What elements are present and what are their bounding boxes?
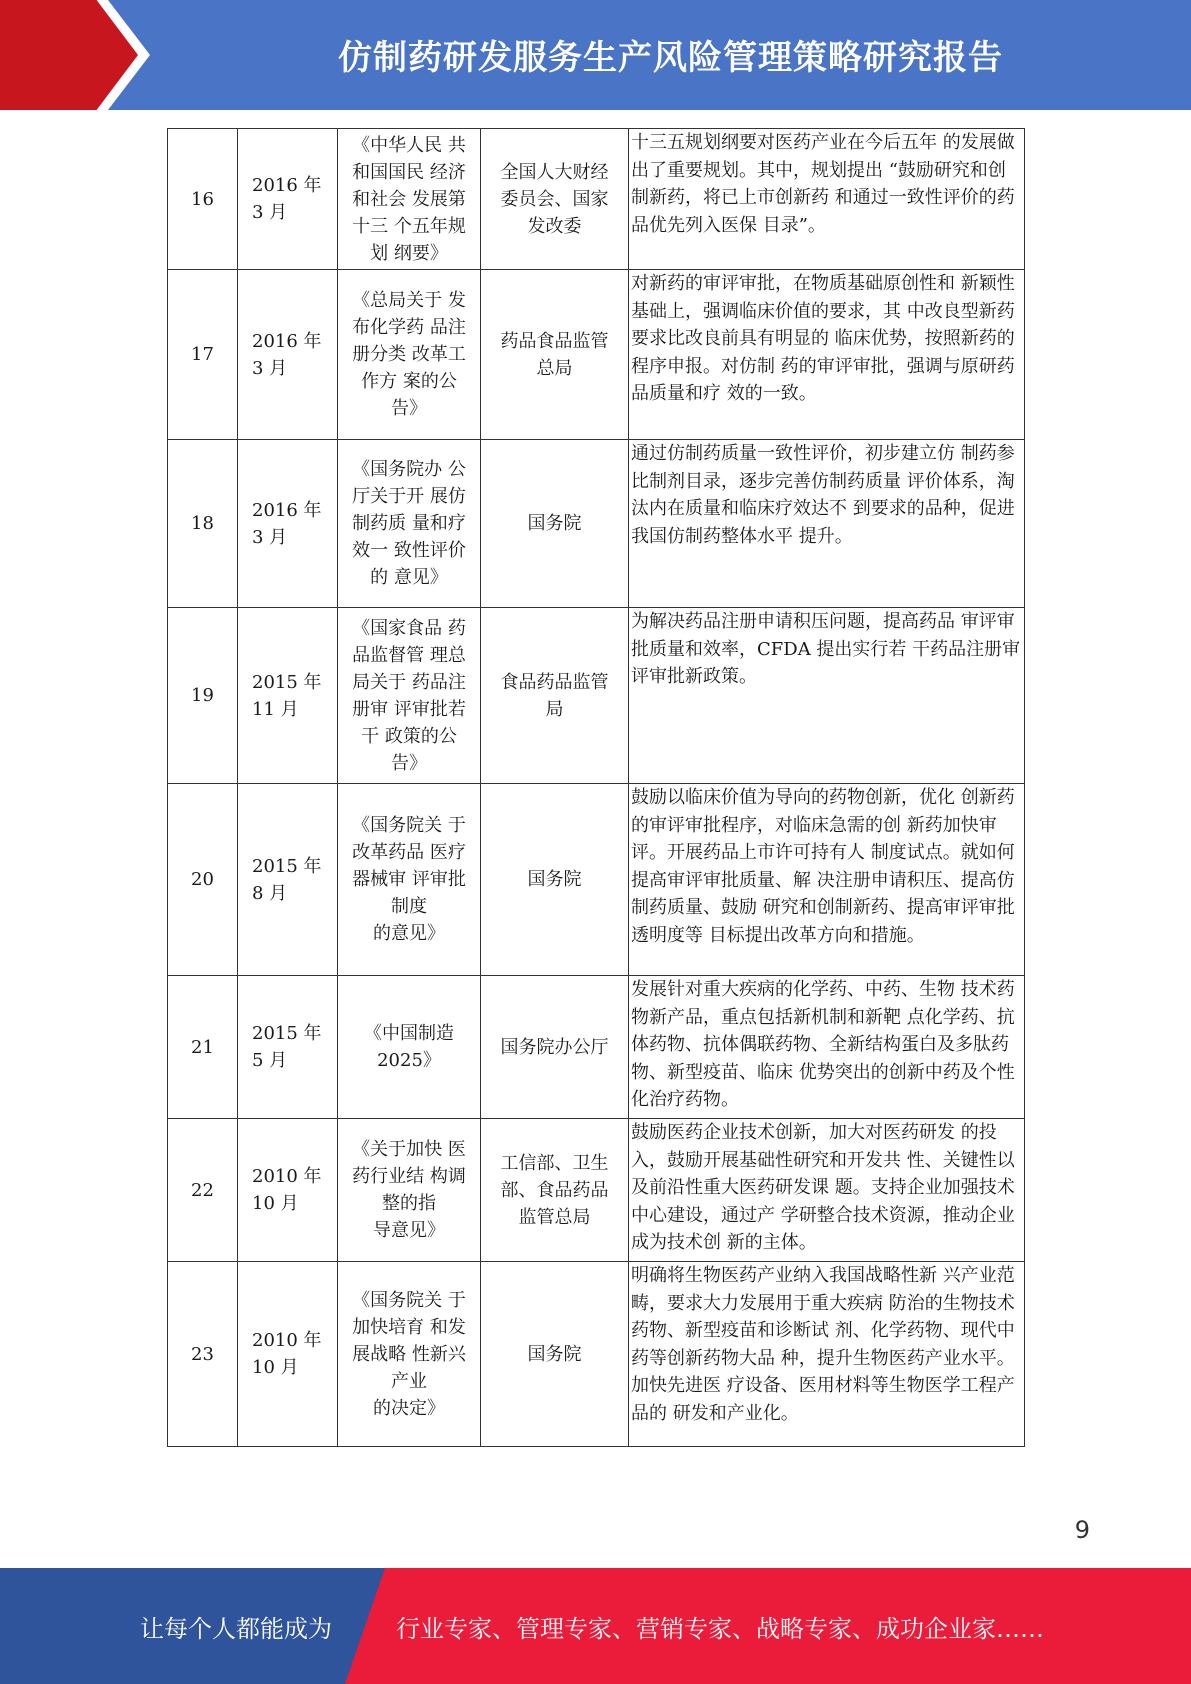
row-number: 21	[168, 976, 238, 1119]
policy-description: 十三五规划纲要对医药产业在今后五年 的发展做出了重要规划。其中，规划提出 “鼓励研究和创制新药，将已上市创新药 和通过一致性评价的药品优先列入医保 目录”。	[629, 129, 1025, 270]
table-row	[168, 440, 1025, 608]
issue-date: 2015 年 8 月	[238, 784, 338, 976]
row-number: 22	[168, 1119, 238, 1262]
issue-date: 2015 年 5 月	[238, 976, 338, 1119]
policy-description: 发展针对重大疾病的化学药、中药、生物 技术药物新产品，重点包括新机制和新靶 点化学药、抗体药物、抗体偶联药物、全新结构蛋白及多肽药物、新型疫苗、临床 优势突出的创新中药及个性化治疗药物。	[629, 976, 1025, 1119]
issuing-authority: 全国人大财经 委员会、国家 发改委	[481, 129, 629, 270]
issuing-authority: 药品食品监管 总局	[481, 270, 629, 440]
policy-name: 《总局关于 发 布化学药 品注 册分类 改革工 作方 案的公 告》	[338, 270, 481, 440]
policy-description: 明确将生物医药产业纳入我国战略性新 兴产业范畴，要求大力发展用于重大疾病 防治的生物技术药物、新型疫苗和诊断试 剂、化学药物、现代中药等创新药物大品 种，提升生物医药产业水平。加快先进医 疗设备、医用材料等生物医学工程产品的 研发和产业化。	[629, 1262, 1025, 1447]
issuing-authority: 国务院	[481, 784, 629, 976]
issuing-authority: 国务院	[481, 440, 629, 608]
policy-name: 《中华人民 共 和国国民 经济 和社会 发展第 十三 个五年规 划 纲要》	[338, 129, 481, 270]
issuing-authority: 国务院	[481, 1262, 629, 1447]
table-row	[168, 1119, 1025, 1262]
issuing-authority: 工信部、卫生 部、食品药品 监管总局	[481, 1119, 629, 1262]
row-number: 17	[168, 270, 238, 440]
row-number: 18	[168, 440, 238, 608]
row-number: 16	[168, 129, 238, 270]
policy-description: 鼓励以临床价值为导向的药物创新，优化 创新药的审评审批程序，对临床急需的创 新药加快审评。开展药品上市许可持有人 制度试点。就如何提高审评审批质量、解 决注册申请积压、提高仿制药质量、鼓励 研究和创制新药、提高审评审批透明度等 目标提出改革方向和措施。	[629, 784, 1025, 976]
table-row	[168, 608, 1025, 784]
issue-date: 2016 年 3 月	[238, 270, 338, 440]
row-number: 20	[168, 784, 238, 976]
policy-table	[167, 128, 1025, 1447]
issuing-authority: 食品药品监管 局	[481, 608, 629, 784]
policy-description: 为解决药品注册申请积压问题，提高药品 审评审批质量和效率，CFDA 提出实行若 干药品注册审评审批新政策。	[629, 608, 1025, 784]
report-title: 仿制药研发服务生产风险管理策略研究报告	[338, 37, 1003, 78]
policy-description: 通过仿制药质量一致性评价，初步建立仿 制药参比制剂目录，逐步完善仿制药质量 评价体系，淘汰内在质量和临床疗效达不 到要求的品种，促进我国仿制药整体水平 提升。	[629, 440, 1025, 608]
policy-name: 《关于加快 医 药行业结 构调 整的指 导意见》	[338, 1119, 481, 1262]
issuing-authority: 国务院办公厅	[481, 976, 629, 1119]
row-number: 19	[168, 608, 238, 784]
table-row	[168, 1262, 1025, 1447]
page-header	[0, 0, 1191, 110]
row-number: 23	[168, 1262, 238, 1447]
table-row	[168, 129, 1025, 270]
issue-date: 2015 年 11 月	[238, 608, 338, 784]
footer-slogan-left: 让每个人都能成为	[140, 1614, 332, 1643]
policy-name: 《国务院关 于 加快培育 和发 展战略 性新兴 产业 的决定》	[338, 1262, 481, 1447]
footer-slogan-right: 行业专家、管理专家、营销专家、战略专家、成功企业家……	[396, 1614, 1044, 1643]
policy-name: 《国家食品 药 品监督管 理总 局关于 药品注 册审 评审批若 干 政策的公 告》	[338, 608, 481, 784]
table-row	[168, 976, 1025, 1119]
issue-date: 2010 年 10 月	[238, 1119, 338, 1262]
policy-name: 《国务院办 公 厅关于开 展仿 制药质 量和疗 效一 致性评价 的 意见》	[338, 440, 481, 608]
table-row	[168, 270, 1025, 440]
policy-name: 《中国制造 2025》	[338, 976, 481, 1119]
page-footer	[0, 1568, 1191, 1684]
policy-description: 鼓励医药企业技术创新，加大对医药研发 的投入，鼓励开展基础性研究和开发共 性、关键性以及前沿性重大医药研发课 题。支持企业加强技术中心建设，通过产 学研整合技术资源，推动企业成为技术创 新的主体。	[629, 1119, 1025, 1262]
issue-date: 2016 年 3 月	[238, 129, 338, 270]
issue-date: 2016 年 3 月	[238, 440, 338, 608]
table-row	[168, 784, 1025, 976]
policy-name: 《国务院关 于 改革药品 医疗 器械审 评审批 制度 的意见》	[338, 784, 481, 976]
policy-description: 对新药的审评审批，在物质基础原创性和 新颖性基础上，强调临床价值的要求，其 中改良型新药要求比改良前具有明显的 临床优势，按照新药的程序申报。对仿制 药的审评审批，强调与原研药品质量和疗 效的一致。	[629, 270, 1025, 440]
page-number: 9	[1074, 1516, 1090, 1544]
issue-date: 2010 年 10 月	[238, 1262, 338, 1447]
